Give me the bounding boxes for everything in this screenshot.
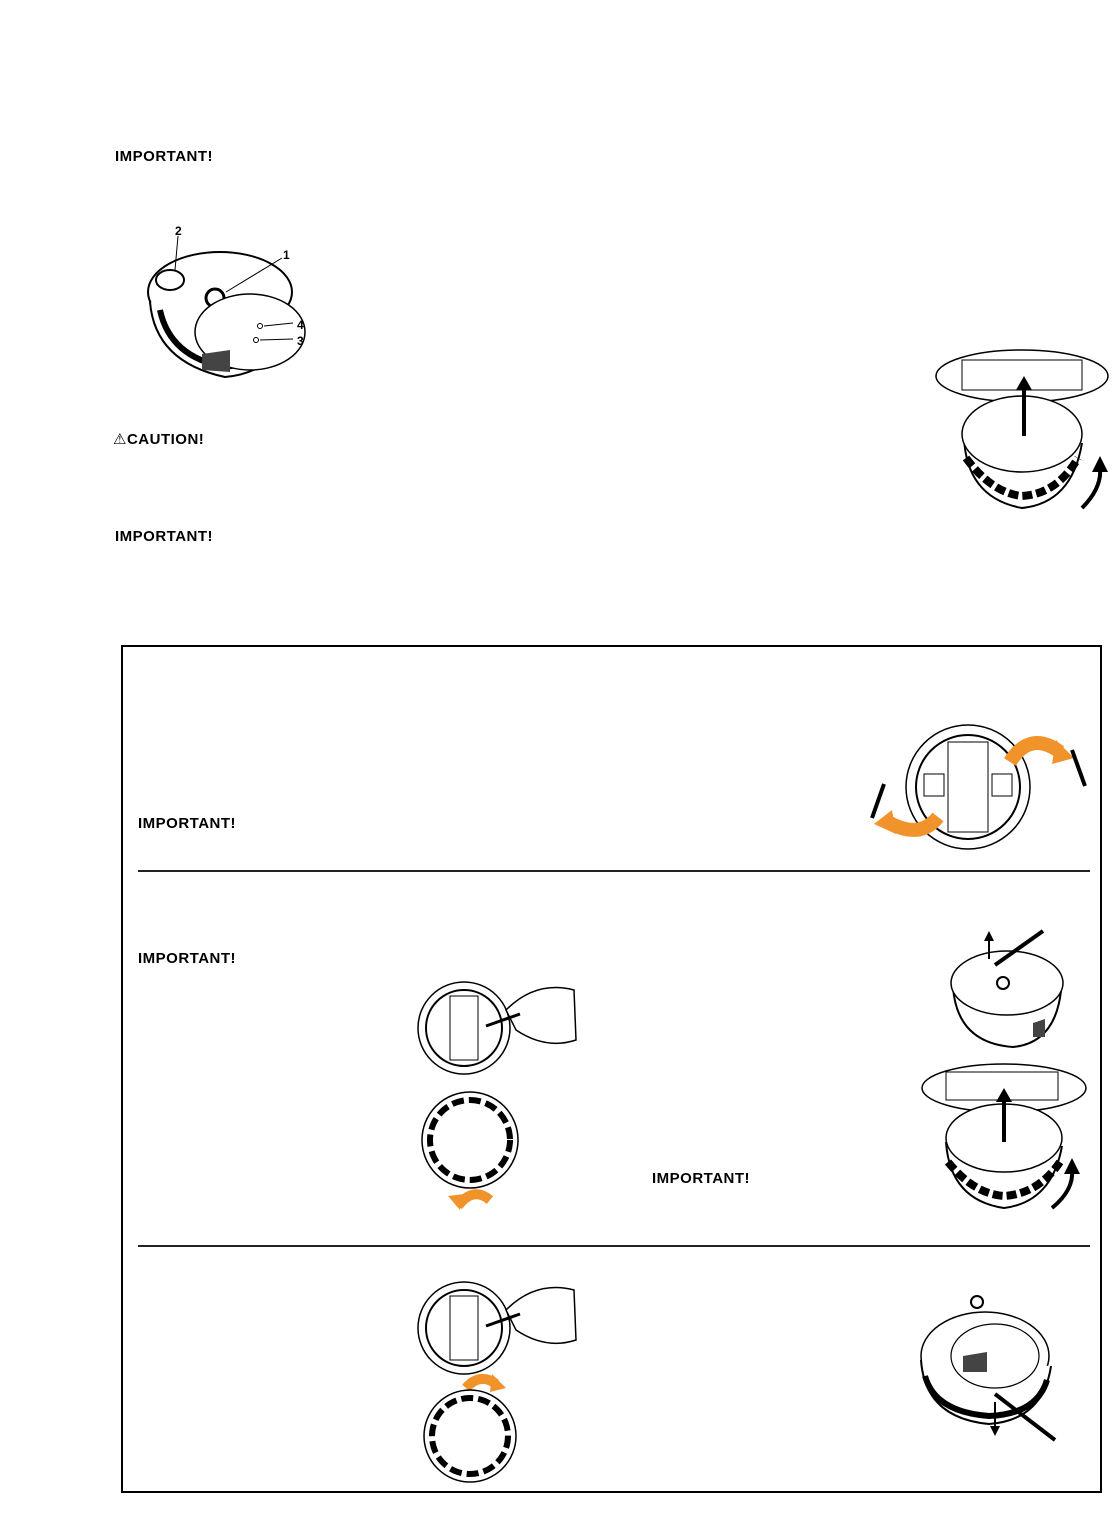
screw-icon xyxy=(872,784,884,818)
caution-text: CAUTION! xyxy=(126,431,205,448)
important-label-1: IMPORTANT! xyxy=(115,148,214,165)
important-label-2: IMPORTANT! xyxy=(115,528,214,545)
base-hand-figure-1 xyxy=(416,970,581,1080)
box-important-label-1: IMPORTANT! xyxy=(138,815,237,832)
callout-1: 1 xyxy=(283,248,290,262)
curved-arrow-icon xyxy=(1052,1170,1072,1208)
base-hand-figure-2 xyxy=(416,1270,581,1380)
divider-2 xyxy=(138,1245,1090,1247)
box-important-label-3: IMPORTANT! xyxy=(652,1170,751,1187)
base-screws-figure xyxy=(860,722,1092,852)
callout-2: 2 xyxy=(175,224,182,238)
warning-triangle-icon: ⚠ xyxy=(113,431,127,448)
smoke-alarm-illustration xyxy=(130,222,330,392)
callout-4: 4 xyxy=(297,318,304,332)
box-important-label-2: IMPORTANT! xyxy=(138,950,237,967)
alarm-release-figure xyxy=(945,925,1085,1050)
ring-arrow-figure-2 xyxy=(418,1372,528,1487)
alarm-mount-figure-top xyxy=(932,348,1112,516)
callout-3: 3 xyxy=(297,334,304,348)
curved-arrow-icon xyxy=(1082,468,1100,508)
caution-label xyxy=(113,430,204,448)
alarm-mount-figure-box xyxy=(918,1062,1090,1212)
divider-1 xyxy=(138,870,1090,872)
screw-icon xyxy=(1072,750,1085,786)
alarm-remove-figure xyxy=(915,1290,1087,1460)
curved-arrow-icon xyxy=(1010,743,1060,762)
ring-arrow-figure-1 xyxy=(418,1088,528,1213)
smoke-alarm-diagram xyxy=(130,222,330,392)
curved-arrow-icon xyxy=(888,817,938,830)
